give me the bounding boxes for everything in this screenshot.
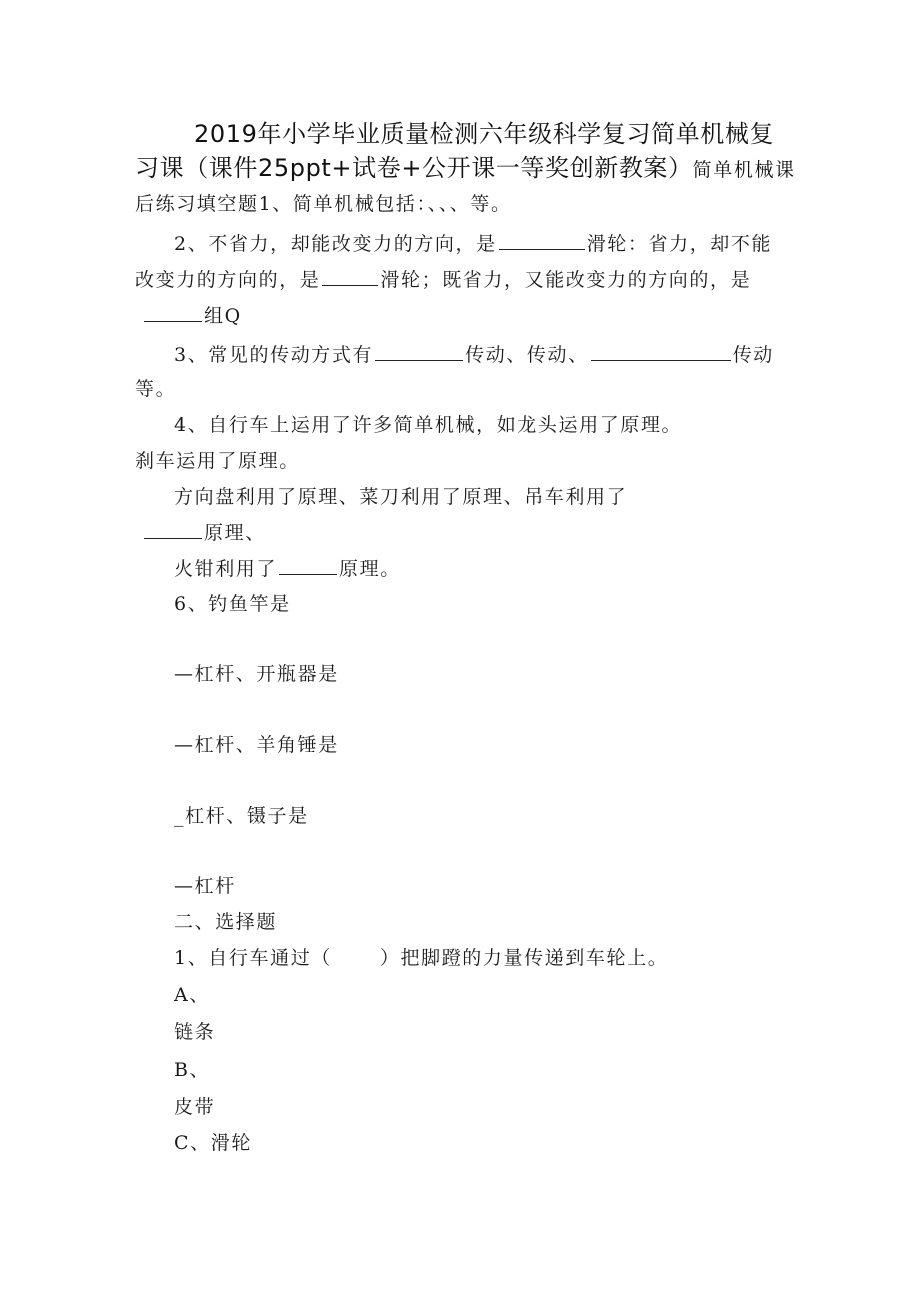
q2-text-4: 滑轮；既省力，又能改变力的方向的，是 [380, 269, 752, 291]
q2-line-2 [135, 267, 751, 292]
q3-text-3: 传动 [732, 344, 774, 366]
intro-line [135, 192, 512, 216]
title-text-2: 习课（课件25ppt+试卷+公开课一等奖创新教案） [135, 154, 693, 182]
option-b-letter: B、 [174, 1059, 211, 1081]
q4-line-3 [174, 485, 627, 509]
title-line-1 [194, 119, 774, 149]
answer-blank[interactable] [499, 231, 585, 250]
answer-blank[interactable] [322, 267, 378, 286]
q6-line-2 [174, 662, 339, 686]
q4-line-4 [142, 520, 266, 545]
q4-text-4: 原理、 [204, 522, 266, 544]
option-b-content: 皮带 [174, 1096, 216, 1118]
option-c-content: C、滑轮 [174, 1132, 252, 1154]
answer-blank[interactable] [591, 342, 731, 361]
q4-line-2 [135, 449, 300, 473]
q3-line-1 [174, 342, 774, 367]
answer-blank[interactable] [279, 556, 337, 575]
q6-text-2: —杠杆、开瓶器是 [174, 663, 339, 685]
q6-line-5 [174, 874, 236, 898]
q4-text-2: 刹车运用了原理。 [135, 450, 300, 472]
q6-line-3 [174, 733, 339, 757]
option-a-content: 链条 [174, 1021, 216, 1043]
option-a-text [174, 1020, 215, 1044]
q4-line-1 [174, 413, 682, 437]
q4-text-1: 4、自行车上运用了许多简单机械，如龙头运用了原理。 [174, 414, 683, 436]
section2-heading [174, 910, 277, 934]
title-line-2 [135, 153, 796, 185]
q6-text-5: —杠杆 [174, 875, 236, 897]
q3-text-4: 等。 [135, 378, 177, 400]
choice-q1-text-a: 1、自行车通过（ [174, 947, 332, 969]
option-a-letter: A、 [174, 984, 210, 1006]
title-tail-text: 简单机械课 [692, 159, 796, 181]
option-b-label [174, 1058, 210, 1082]
q6-text-3: —杠杆、羊角锤是 [174, 734, 339, 756]
q4-line-5 [174, 556, 401, 581]
answer-blank[interactable] [375, 342, 463, 361]
answer-blank[interactable] [144, 303, 202, 322]
q6-text-4: _杠杆、镊子是 [174, 805, 309, 827]
q4-text-5b: 原理。 [339, 558, 401, 580]
q2-text-1: 2、不省力，却能改变力的方向，是 [174, 233, 497, 255]
choice-q1-text-b: ）把脚蹬的力量传递到车轮上。 [379, 947, 669, 969]
option-b-text [174, 1095, 215, 1119]
q6-text-1: 6、钓鱼竿是 [174, 593, 291, 615]
title-text-1: 2019年小学毕业质量检测六年级科学复习简单机械复 [194, 120, 775, 148]
q2-text-2: 滑轮：省力，却不能 [586, 233, 773, 255]
q3-text-2: 传动、传动、 [465, 344, 589, 366]
q2-text-5: 组Q [204, 305, 242, 327]
q2-text-3: 改变力的方向的，是 [135, 269, 321, 291]
option-c [174, 1131, 252, 1155]
q6-line-4 [174, 804, 309, 828]
q4-text-5a: 火钳利用了 [174, 558, 278, 580]
fill-in-heading-text: 后练习填空题1、简单机械包括：、、、等。 [135, 193, 512, 215]
section2-q1 [174, 946, 668, 970]
q4-text-3: 方向盘利用了原理、菜刀利用了原理、吊车利用了 [174, 486, 628, 508]
q2-line-1 [174, 231, 772, 256]
q3-line-2 [135, 377, 176, 401]
choice-heading-text: 二、选择题 [174, 911, 278, 933]
answer-blank[interactable] [144, 520, 202, 539]
q2-line-3 [142, 303, 242, 328]
q6-line-1 [174, 592, 291, 616]
option-a-label [174, 983, 210, 1007]
q3-text-1: 3、常见的传动方式有 [174, 344, 374, 366]
